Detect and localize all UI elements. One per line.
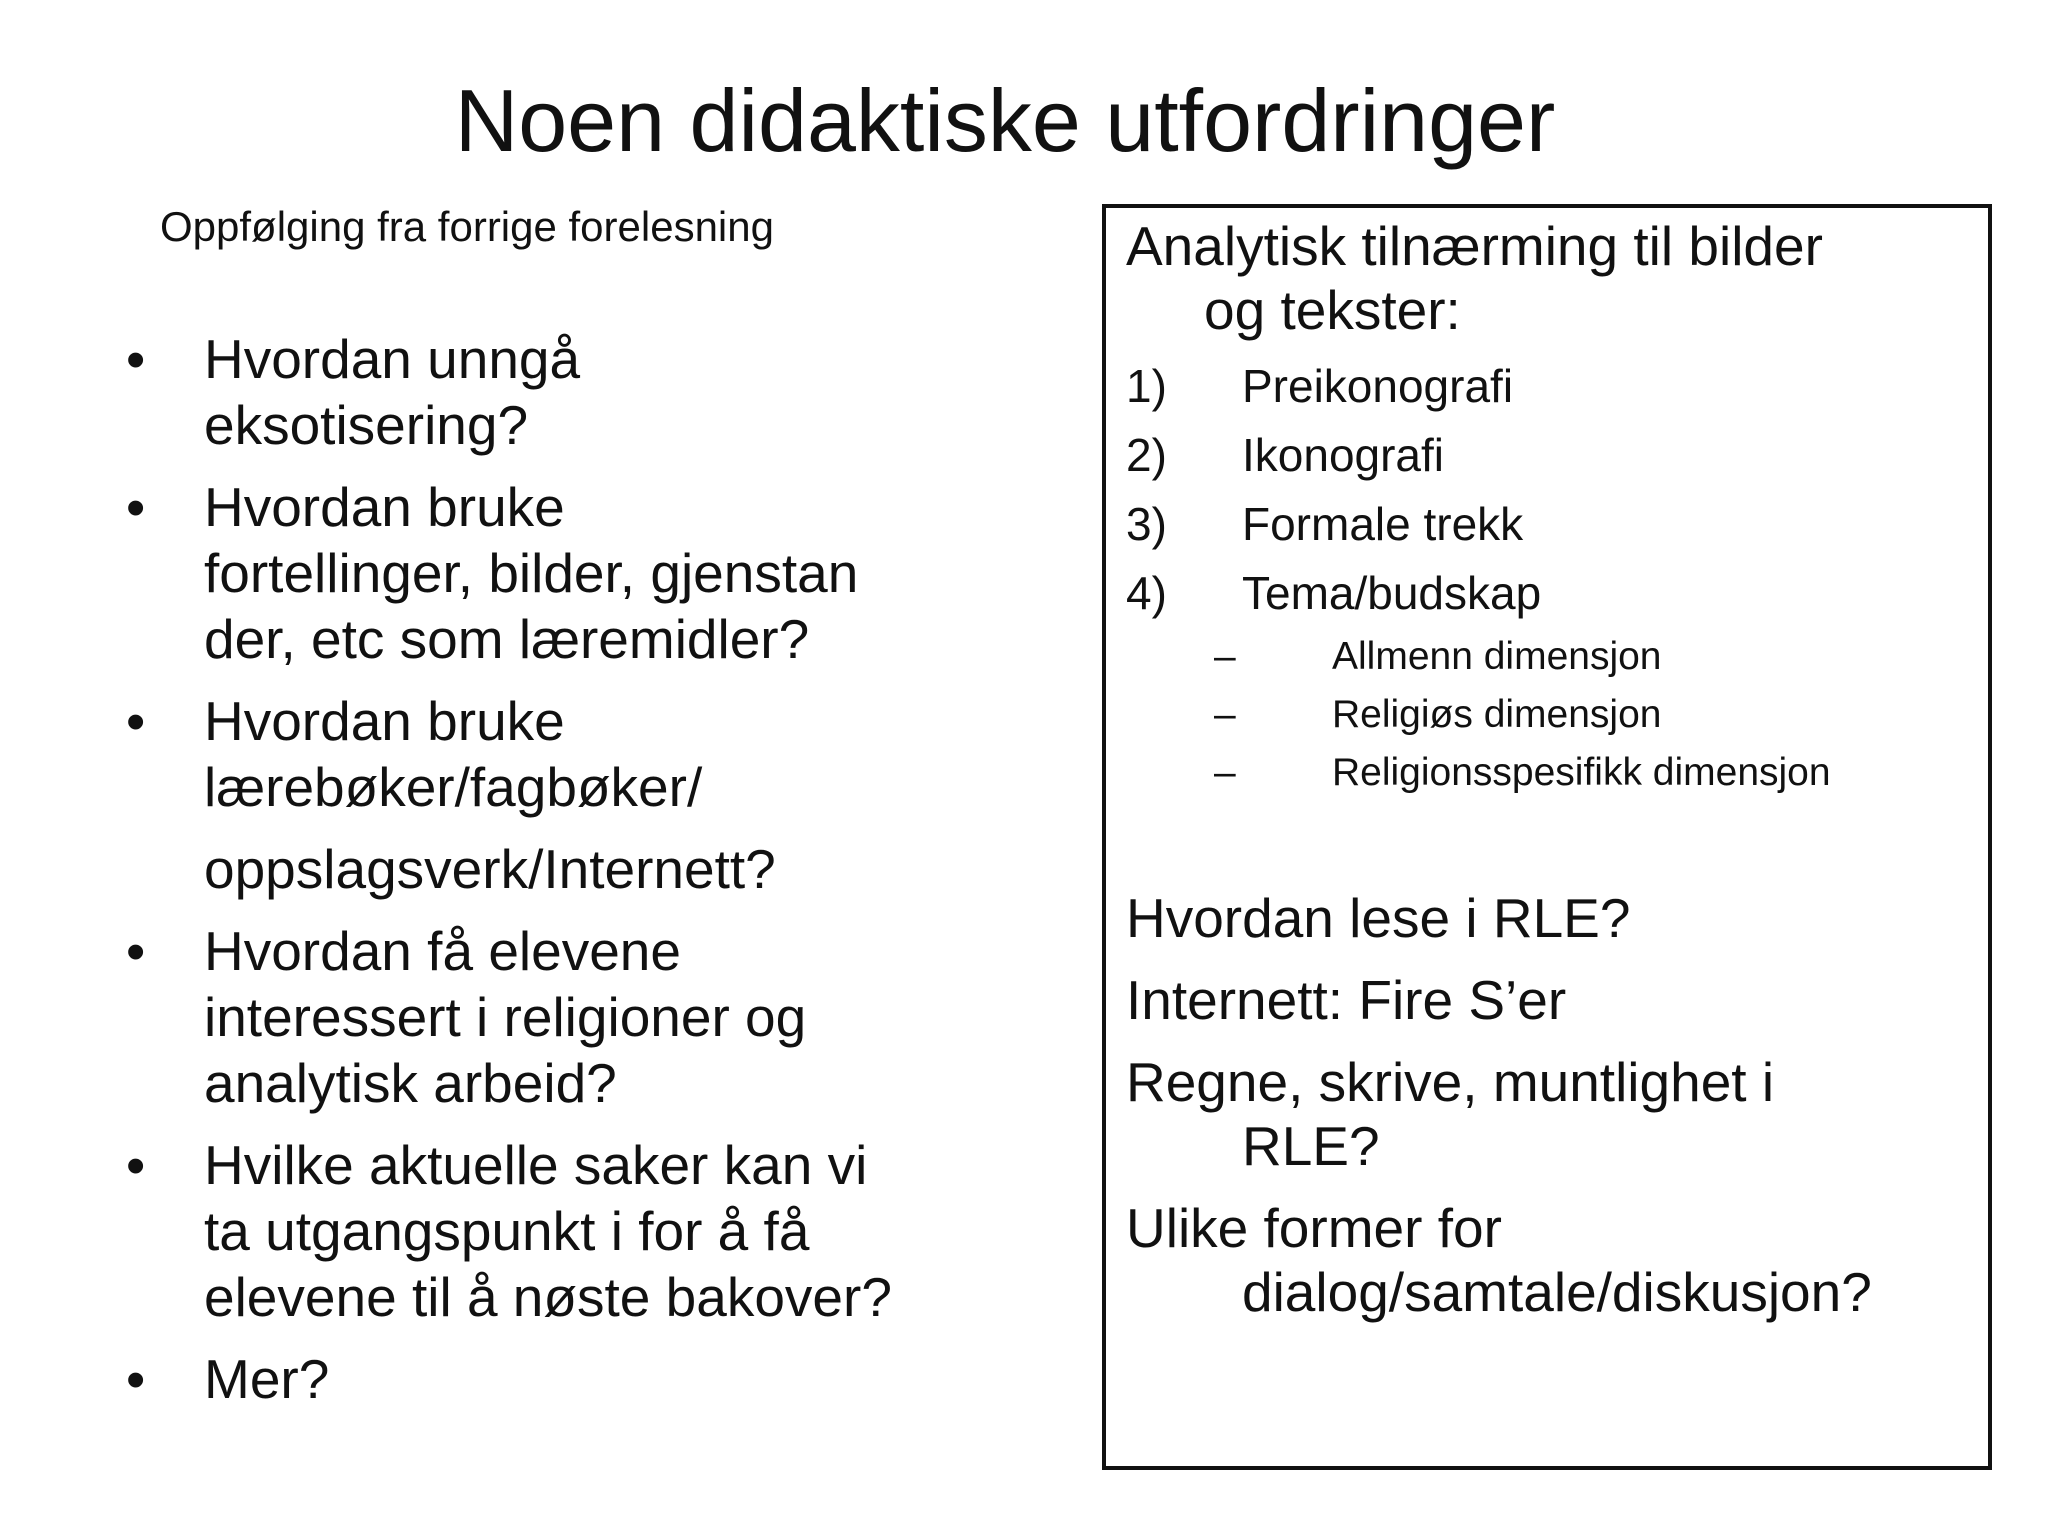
box-heading — [1126, 214, 1978, 342]
bullet-item — [120, 474, 1080, 672]
bullet-item — [120, 326, 1080, 458]
dash-glyph: – — [1214, 751, 1236, 794]
bullet-glyph: • — [126, 476, 146, 538]
item-text: Formale trekk — [1242, 498, 1524, 550]
bullet-line: analytisk arbeid? — [204, 1052, 617, 1114]
bullet-line: ta utgangspunkt i for å få — [204, 1200, 810, 1262]
bullet-line: Hvilke aktuelle saker kan vi — [204, 1134, 868, 1196]
dimension-list — [1126, 628, 1978, 802]
bullet-glyph: • — [126, 328, 146, 390]
question-read — [1126, 886, 1978, 950]
question-dialog — [1126, 1196, 1978, 1324]
bullet-glyph: • — [126, 1134, 146, 1196]
dash-glyph: – — [1214, 635, 1236, 678]
bullet-line: fortellinger, bilder, gjenstan — [204, 542, 859, 604]
numbered-item — [1126, 352, 1978, 421]
dimension-item — [1126, 686, 1978, 744]
numbered-item — [1126, 559, 1978, 628]
item-number: 1) — [1126, 360, 1167, 412]
numbered-item — [1126, 421, 1978, 490]
bullet-item — [120, 1346, 1080, 1412]
question-line: Regne, skrive, muntlighet i — [1126, 1051, 1775, 1113]
dimension-text: Allmenn dimensjon — [1332, 635, 1662, 678]
item-number: 2) — [1126, 429, 1167, 481]
bullet-line: Hvordan bruke — [204, 690, 565, 752]
dimension-text: Religiøs dimensjon — [1332, 693, 1662, 736]
bullet-glyph: • — [126, 1348, 146, 1410]
bullet-item — [120, 1132, 1080, 1330]
dimension-text: Religionsspesifikk dimensjon — [1332, 751, 1831, 794]
item-number: 3) — [1126, 498, 1167, 550]
bullet-line: oppslagsverk/Internett? — [204, 838, 776, 900]
bullet-line: eksotisering? — [204, 394, 529, 456]
item-number: 4) — [1126, 567, 1167, 619]
bullet-item — [120, 688, 1080, 902]
dash-glyph: – — [1214, 693, 1236, 736]
question-line: RLE? — [1242, 1115, 1380, 1177]
spacer — [1126, 802, 1978, 886]
bullet-line: Hvordan få elevene — [204, 920, 681, 982]
item-text: Ikonografi — [1242, 429, 1445, 481]
analysis-box — [1102, 204, 1992, 1470]
bullet-item — [120, 918, 1080, 1116]
item-text: Tema/budskap — [1242, 567, 1542, 619]
bullet-line: Mer? — [204, 1348, 330, 1410]
box-heading-line: Analytisk tilnærming til bilder — [1126, 215, 1823, 277]
slide-title: Noen didaktiske utfordringer — [454, 71, 1556, 170]
item-text: Preikonografi — [1242, 360, 1514, 412]
bullet-glyph: • — [126, 920, 146, 982]
question-line: Internett: Fire S’er — [1126, 969, 1567, 1031]
bullet-line: Hvordan unngå — [204, 328, 581, 390]
bullet-glyph: • — [126, 690, 146, 752]
bullet-line: lærebøker/fagbøker/ — [204, 756, 703, 818]
question-line: Hvordan lese i RLE? — [1126, 887, 1631, 949]
slide-subtitle: Oppfølging fra forrige forelesning — [160, 203, 774, 250]
question-skills — [1126, 1050, 1978, 1178]
bullet-line: elevene til å nøste bakover? — [204, 1266, 892, 1328]
dimension-item — [1126, 744, 1978, 802]
bullet-line: interessert i religioner og — [204, 986, 807, 1048]
bullet-line: Hvordan bruke — [204, 476, 565, 538]
bullet-line: der, etc som læremidler? — [204, 608, 810, 670]
question-line: dialog/samtale/diskusjon? — [1242, 1261, 1872, 1323]
question-line: Ulike former for — [1126, 1197, 1502, 1259]
numbered-item — [1126, 490, 1978, 559]
dimension-item — [1126, 628, 1978, 686]
question-internet — [1126, 968, 1978, 1032]
box-heading-line: og tekster: — [1204, 279, 1461, 341]
numbered-list — [1126, 352, 1978, 628]
bullet-list — [120, 326, 1080, 1428]
